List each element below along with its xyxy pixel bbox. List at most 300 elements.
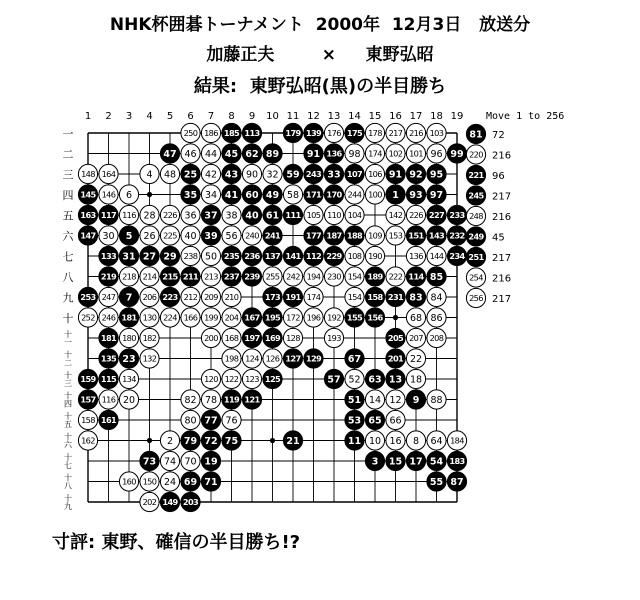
move-number: 199 [204,312,218,323]
move-number: 51 [347,394,362,406]
move-number: 247 [101,291,116,302]
move-number: 109 [368,230,382,241]
move-number: 191 [285,291,301,302]
move-number: 62 [245,148,259,160]
move-number: 153 [388,230,403,241]
move-number: 82 [184,394,197,406]
row-label: 四 [62,189,74,202]
move-number: 46 [184,148,197,160]
move-number: 136 [409,250,423,261]
move-number: 27 [142,251,157,263]
side-move-position: 216 [492,212,512,223]
side-move-position: 217 [492,253,512,264]
move-number: 209 [204,291,218,302]
move-number: 239 [244,271,260,282]
move-number: 243 [305,168,322,179]
move-number: 166 [183,312,198,323]
move-number: 179 [285,127,301,138]
move-number: 112 [305,250,322,261]
move-number: 80 [184,415,197,427]
column-label: 2 [105,111,112,122]
move-number: 24 [163,476,177,488]
move-number: 188 [346,230,363,241]
move-number: 163 [80,209,96,220]
move-number: 66 [389,415,402,427]
move-number: 237 [223,271,240,282]
move-number: 184 [450,435,464,446]
move-number: 104 [347,209,362,220]
move-number: 150 [142,476,157,487]
move-number: 141 [285,250,301,261]
move-number: 251 [468,251,484,262]
column-label: 19 [450,111,464,122]
move-number: 42 [204,169,218,181]
move-number: 12 [389,394,402,406]
move-number: 1 [392,189,399,201]
move-number: 58 [286,189,300,201]
move-number: 116 [122,209,136,220]
move-number: 6 [125,189,133,201]
move-number: 190 [368,250,382,261]
move-number: 111 [285,209,301,220]
move-number: 39 [204,230,218,242]
side-move-position: 45 [492,232,505,244]
side-move-position: 72 [492,130,505,141]
move-number: 87 [450,476,464,488]
move-number: 220 [469,149,483,160]
move-number: 56 [225,230,238,242]
move-number: 194 [306,271,321,282]
move-number: 207 [409,332,423,343]
move-number: 226 [409,209,423,220]
move-number: 25 [183,169,198,181]
move-number: 162 [81,435,95,446]
row-label: 十四 [64,391,72,409]
move-number: 240 [245,230,259,241]
move-number: 74 [163,456,177,468]
move-number: 122 [224,373,239,384]
row-label: 十 [62,312,74,325]
move-number: 31 [122,251,136,263]
move-number: 106 [368,168,382,179]
move-number: 60 [245,189,259,201]
move-number: 145 [80,189,96,200]
move-number: 3 [371,456,379,468]
move-number: 195 [264,312,281,323]
column-label: 17 [409,111,423,122]
move-number: 9 [412,394,420,406]
move-number: 127 [285,353,301,364]
move-number: 40 [184,230,197,242]
move-number: 231 [387,291,404,302]
move-number: 47 [163,148,177,160]
move-number: 103 [429,127,444,138]
move-number: 7 [125,292,133,304]
move-number: 216 [409,127,423,138]
move-number: 78 [204,394,218,406]
column-label: 7 [207,111,215,122]
move-number: 113 [244,127,260,138]
move-number: 57 [327,374,341,386]
move-number: 126 [265,353,280,364]
move-number: 151 [408,230,424,241]
move-number: 22 [409,353,423,365]
move-number: 70 [184,456,197,468]
move-number: 67 [347,353,362,365]
move-number: 75 [224,435,239,447]
row-label: 十八 [64,473,72,491]
column-label: 16 [389,111,402,122]
move-number: 19 [204,456,218,468]
column-label: 1 [84,111,92,122]
move-number: 86 [430,312,443,324]
column-label: 8 [228,111,235,122]
move-number: 234 [449,250,465,261]
move-number: 116 [101,394,116,405]
row-label: 三 [62,168,74,182]
move-number: 246 [101,312,116,323]
move-number: 59 [286,169,300,181]
move-number: 18 [409,374,423,386]
move-number: 200 [204,332,218,343]
move-number: 206 [142,291,157,302]
move-number: 43 [224,169,239,181]
move-number: 98 [348,148,361,160]
move-number: 203 [182,496,199,507]
move-number: 33 [327,169,341,181]
move-number: 142 [388,209,403,220]
column-label: 3 [125,111,133,122]
move-number: 102 [388,148,403,159]
move-number: 11 [347,435,362,447]
move-number: 61 [265,210,280,222]
move-number: 41 [224,189,239,201]
move-number: 164 [101,168,116,179]
side-move-position: 217 [492,191,512,203]
move-number: 64 [430,435,443,447]
row-label: 十一 [64,330,72,347]
move-number: 175 [346,127,363,138]
move-number: 254 [469,272,483,283]
move-number: 23 [122,353,136,365]
move-number: 114 [408,271,424,282]
move-number: 201 [387,353,404,364]
move-number: 196 [306,312,321,323]
move-number: 192 [327,312,341,323]
move-number: 250 [183,127,198,138]
move-number: 221 [468,169,484,180]
move-number: 154 [347,291,362,302]
move-number: 219 [100,271,117,282]
move-number: 205 [387,332,404,343]
move-number: 52 [348,374,361,386]
move-number: 8 [412,435,420,447]
move-number: 134 [122,373,136,384]
move-number: 215 [162,271,178,282]
move-number: 133 [100,250,117,261]
move-number: 178 [368,127,382,138]
move-number: 91 [388,169,403,181]
row-label: 七 [62,250,74,264]
move-number: 183 [449,455,465,466]
move-number: 186 [204,127,218,138]
move-number: 53 [347,415,362,427]
move-number: 5 [125,230,133,242]
move-number: 50 [204,251,218,263]
side-move-position: 96 [492,171,505,182]
move-number: 169 [264,332,281,343]
move-number: 146 [101,189,116,200]
column-label: 5 [166,111,174,122]
move-number: 174 [306,291,321,302]
move-number: 68 [409,312,423,324]
move-number: 210 [224,291,239,302]
move-number: 225 [163,230,177,241]
move-number: 21 [286,435,300,447]
side-move-position: 216 [492,150,512,162]
row-label: 八 [62,271,74,284]
move-number: 117 [100,209,117,220]
move-number: 115 [100,373,117,384]
move-number: 92 [409,169,423,181]
move-number: 95 [429,169,444,181]
move-number: 252 [81,312,95,323]
move-number: 149 [162,496,178,507]
move-number: 181 [100,332,117,343]
row-label: 十三 [64,371,72,388]
column-label: 18 [430,111,443,122]
move-number: 158 [367,291,383,302]
move-number: 20 [122,394,136,406]
column-label: 9 [248,111,256,122]
move-number: 224 [163,312,177,323]
move-number: 108 [347,250,362,261]
row-label: 十七 [64,453,72,470]
move-number: 204 [224,312,239,323]
move-number: 49 [265,189,280,201]
move-number: 160 [122,476,136,487]
move-number: 88 [430,394,443,406]
move-number: 65 [368,415,382,427]
move-number: 161 [100,414,117,425]
move-number: 40 [245,210,259,222]
move-number: 90 [245,169,259,181]
move-number: 238 [183,250,198,261]
move-number: 26 [143,230,156,242]
move-number: 147 [80,230,96,241]
move-number: 198 [224,353,239,364]
move-number: 171 [305,189,322,200]
move-number: 81 [469,129,483,141]
move-number: 226 [163,209,177,220]
row-label: 五 [62,209,74,223]
move-number: 44 [204,148,218,160]
column-label: 12 [307,111,320,122]
move-number: 232 [449,230,465,241]
move-number: 35 [183,189,198,201]
broadcast-title: NHK杯囲碁トーナメント 2000年 12月3日 放送分 [109,15,531,35]
move-number: 77 [204,415,218,427]
move-number: 208 [429,332,444,343]
move-number: 76 [225,415,238,427]
move-number: 167 [244,312,260,323]
move-number: 13 [388,374,403,386]
move-number: 158 [81,414,95,425]
move-number: 17 [409,456,423,468]
move-number: 121 [244,394,260,405]
row-label: 六 [62,230,74,243]
move-number: 37 [204,210,218,222]
move-number: 14 [368,394,382,406]
move-number: 54 [429,456,444,468]
move-number: 69 [183,476,198,488]
move-number: 211 [182,271,199,282]
column-label: 4 [146,111,153,122]
move-number: 185 [223,127,240,138]
move-number: 180 [122,332,136,343]
move-number: 96 [430,148,443,160]
move-number: 10 [368,435,382,447]
move-number: 218 [122,271,136,282]
move-number: 2 [166,435,174,447]
move-number: 144 [429,250,444,261]
star-point [147,438,152,443]
column-label: 10 [266,111,279,122]
move-number: 253 [80,291,96,302]
move-number: 100 [368,189,382,200]
move-number: 15 [388,456,403,468]
move-number: 249 [468,231,484,242]
move-number: 38 [225,210,238,222]
move-number: 173 [264,291,281,302]
move-number: 155 [346,312,363,323]
move-number: 91 [306,148,321,160]
move-number: 132 [142,353,157,364]
move-number: 93 [409,189,423,201]
move-number: 189 [367,271,383,282]
move-number: 101 [409,148,423,159]
star-point [147,192,152,197]
move-number: 73 [142,456,157,468]
move-number: 16 [389,435,402,447]
move-number: 159 [80,373,96,384]
move-number: 170 [326,189,342,200]
move-number: 83 [409,292,423,304]
column-label: 14 [348,111,361,122]
move-number: 120 [204,373,218,384]
row-label: 二 [62,148,74,161]
move-number: 244 [347,189,362,200]
move-number: 63 [368,374,382,386]
move-number: 128 [286,332,300,343]
move-number: 245 [468,190,484,201]
move-number: 154 [347,271,362,282]
move-number: 79 [183,435,198,447]
move-number: 107 [346,168,363,179]
move-number: 85 [429,271,444,283]
move-number: 89 [265,148,280,160]
move-number: 217 [388,127,403,138]
move-number: 123 [245,373,259,384]
column-label: 13 [327,111,341,122]
row-label: 九 [62,291,74,305]
move-number: 255 [265,271,280,282]
result-line: 結果: 東野弘昭(黒)の半目勝ち [193,76,447,97]
move-number: 172 [286,312,300,323]
move-number: 55 [429,476,444,488]
move-number: 229 [326,250,342,261]
move-number: 72 [204,435,218,447]
column-label: 11 [286,111,300,122]
move-number: 84 [430,292,443,304]
move-number: 197 [244,332,260,343]
move-number: 202 [142,496,157,507]
move-number: 124 [245,353,259,364]
move-number: 99 [450,148,464,160]
move-number: 227 [428,209,445,220]
move-number: 29 [163,251,177,263]
move-number: 148 [81,168,95,179]
move-number: 125 [264,373,281,384]
row-label: 十九 [64,494,72,511]
move-number: 168 [224,332,239,343]
move-number: 143 [428,230,445,241]
column-label: 6 [187,111,194,122]
move-number: 177 [305,230,322,241]
move-number: 223 [162,291,178,302]
move-number: 34 [204,189,218,201]
move-number: 214 [142,271,157,282]
move-number: 110 [327,209,341,220]
move-number: 156 [367,312,383,323]
move-number: 241 [264,230,281,241]
move-number: 137 [264,250,281,261]
move-number: 176 [327,127,341,138]
move-number: 71 [204,476,218,488]
move-number: 48 [163,169,177,181]
row-label: 十六 [64,432,72,450]
move-number: 4 [146,169,153,181]
move-number: 193 [327,332,341,343]
star-point [393,315,398,320]
move-number: 129 [305,353,322,364]
move-number: 248 [469,210,483,221]
move-number: 256 [469,292,483,303]
move-number: 45 [224,148,239,160]
move-number: 181 [121,312,137,323]
move-number: 235 [223,250,240,261]
move-number: 136 [326,148,342,159]
move-number: 32 [266,169,279,181]
players-line: 加藤正夫 × 東野弘昭 [206,45,434,65]
move-number: 130 [142,312,157,323]
move-range-label: Move 1 to 256 [486,111,565,122]
move-number: 119 [223,394,240,405]
move-number: 182 [142,332,157,343]
move-number: 28 [143,210,156,222]
move-number: 187 [326,230,342,241]
move-number: 105 [306,209,321,220]
move-number: 174 [368,148,382,159]
commentary: 寸評: 東野、確信の半目勝ち!? [52,532,301,553]
move-number: 139 [305,127,322,138]
move-number: 36 [184,210,197,222]
move-number: 233 [449,209,465,220]
row-label: 十二 [64,350,72,368]
move-number: 236 [244,250,260,261]
move-number: 157 [80,394,96,405]
move-number: 230 [327,271,341,282]
